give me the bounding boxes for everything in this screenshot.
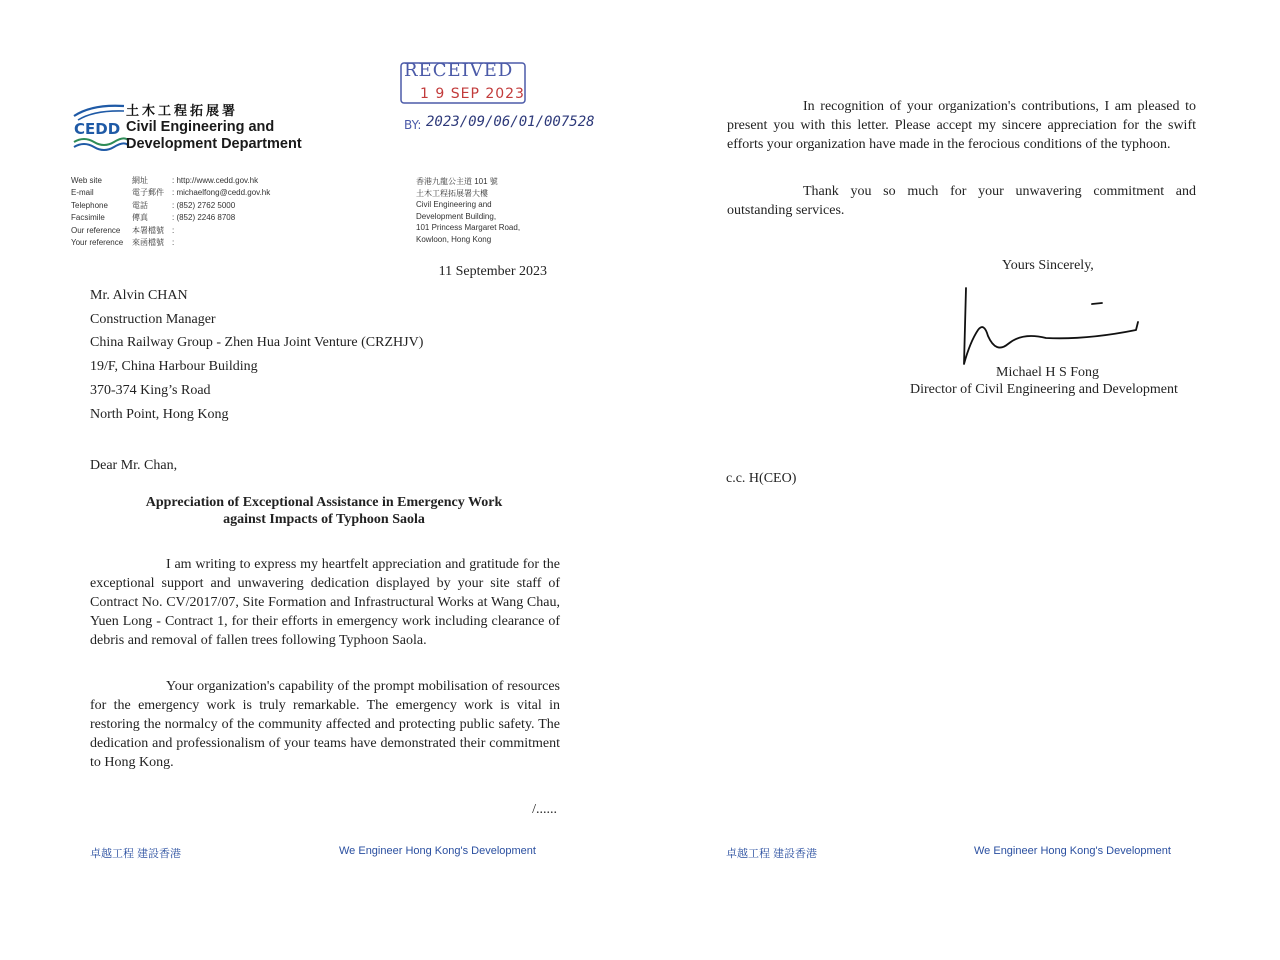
- body-paragraph: [90, 556, 560, 651]
- address-line: 101 Princess Margaret Road,: [416, 223, 521, 232]
- recipient-line: 370-374 King’s Road: [90, 382, 211, 398]
- letter-page-2: [640, 0, 1280, 960]
- recipient-line: Construction Manager: [90, 311, 216, 327]
- address-line: Kowloon, Hong Kong: [416, 234, 492, 244]
- footer-slogan-en: We Engineer Hong Kong's Development: [974, 845, 1171, 857]
- contact-label-cn: 來函檔號: [132, 237, 164, 247]
- address-line: 土木工程拓展署大樓: [416, 188, 488, 198]
- signer-name: Michael H S Fong: [996, 365, 1100, 380]
- contact-row: [71, 200, 270, 212]
- cedd-logo: [72, 100, 312, 156]
- recipient-line: Mr. Alvin CHAN: [90, 288, 188, 303]
- contact-row: [71, 187, 270, 199]
- closing-line: Yours Sincerely,: [1002, 258, 1094, 273]
- contact-label: E-mail: [71, 188, 94, 198]
- body-paragraph: [727, 98, 1196, 155]
- contact-label-cn: 傳真: [132, 213, 148, 223]
- contact-details: [71, 175, 270, 249]
- signer-title: Director of Civil Engineering and Development: [910, 382, 1178, 397]
- continuation-mark: /......: [532, 802, 557, 817]
- contact-label-cn: 電話: [132, 200, 148, 210]
- logo-chinese-name: 土木工程拓展署: [126, 104, 239, 119]
- contact-label-cn: 本署檔號: [132, 225, 164, 235]
- paragraph-text: I am writing to express my heartfelt appreciation and gratitude for the exceptional support and unwavering dedication displayed by your site staff of Contract No. CV/2017/07, Site Formation and Infrastructural Works at Wang Chau, Yuen Long - Contract 1, for their efforts in emergency work including clearance of debris and removal of fallen trees following Typhoon Saola.: [90, 557, 560, 648]
- address-line: 香港九龍公主道 101 號: [416, 177, 498, 186]
- contact-label: Telephone: [71, 200, 108, 210]
- contact-row: [71, 212, 270, 224]
- stamp-by-label: BY:: [404, 118, 422, 132]
- contact-value: : http://www.cedd.gov.hk: [172, 176, 259, 185]
- letter-date: 11 September 2023: [438, 264, 547, 279]
- contact-value: :: [172, 225, 175, 235]
- contact-label: Web site: [71, 176, 102, 185]
- contact-label-cn: 電子郵件: [132, 188, 164, 198]
- recipient-line: North Point, Hong Kong: [90, 406, 229, 422]
- salutation: Dear Mr. Chan,: [90, 458, 178, 473]
- recipient-line: 19/F, China Harbour Building: [90, 359, 258, 375]
- contact-label: Our reference: [71, 225, 121, 235]
- logo-abbreviation: CEDD: [74, 120, 121, 138]
- recipient-line: China Railway Group - Zhen Hua Joint Venture (CRZHJV): [90, 335, 424, 351]
- contact-row: [71, 237, 270, 249]
- contact-label: Facsimile: [71, 213, 105, 223]
- contact-value: :: [172, 237, 175, 247]
- footer-slogan-cn: 卓越工程 建設香港: [726, 848, 818, 860]
- stamp-by-value: 2023/09/06/01/007528: [426, 114, 595, 130]
- letter-subject: [90, 494, 558, 528]
- body-paragraph: [727, 183, 1196, 221]
- contact-value: : (852) 2246 8708: [172, 213, 236, 223]
- stamp-date: 1 9 SEP 2023: [420, 86, 525, 102]
- contact-row: [71, 175, 270, 187]
- stamp-title: RECEIVED: [404, 60, 514, 81]
- body-paragraph: [90, 678, 560, 773]
- paragraph-text: In recognition of your organization's contributions, I am pleased to present you with this letter. Please accept my sincere appreciation for the swift efforts your organization have made in the ferocious conditions of the typhoon.: [727, 99, 1196, 152]
- subject-line-2: against Impacts of Typhoon Saola: [223, 512, 425, 527]
- logo-english-line-1: Civil Engineering and: [126, 119, 275, 135]
- logo-english-name: [126, 119, 302, 153]
- logo-english-line-2: Development Department: [126, 136, 302, 152]
- contact-label-cn: 網址: [132, 176, 148, 185]
- contact-value: : (852) 2762 5000: [172, 200, 236, 210]
- footer-slogan-en: We Engineer Hong Kong's Development: [339, 845, 536, 857]
- paragraph-text: Thank you so much for your unwavering commitment and outstanding services.: [727, 184, 1196, 218]
- carbon-copy: c.c. H(CEO): [726, 471, 797, 486]
- footer-slogan-cn: 卓越工程 建設香港: [90, 848, 182, 860]
- contact-value: : michaelfong@cedd.gov.hk: [172, 188, 271, 198]
- subject-line-1: Appreciation of Exceptional Assistance in Emergency Work: [145, 495, 503, 510]
- paragraph-text: Your organization's capability of the prompt mobilisation of resources for the emergency work is truly remarkable. The emergency work is vital in restoring the normalcy of the community affected and protecting public safety. The dedication and professionalism of your teams have demonstrated their commitment to Hong Kong.: [90, 679, 560, 770]
- address-line: Civil Engineering and: [416, 200, 492, 209]
- department-address: [416, 176, 520, 245]
- recipient-address: [90, 284, 423, 426]
- contact-label: Your reference: [71, 237, 124, 247]
- received-stamp: [396, 60, 595, 140]
- handwritten-signature: [956, 280, 1146, 370]
- address-line: Development Building,: [416, 211, 497, 221]
- contact-row: [71, 225, 270, 237]
